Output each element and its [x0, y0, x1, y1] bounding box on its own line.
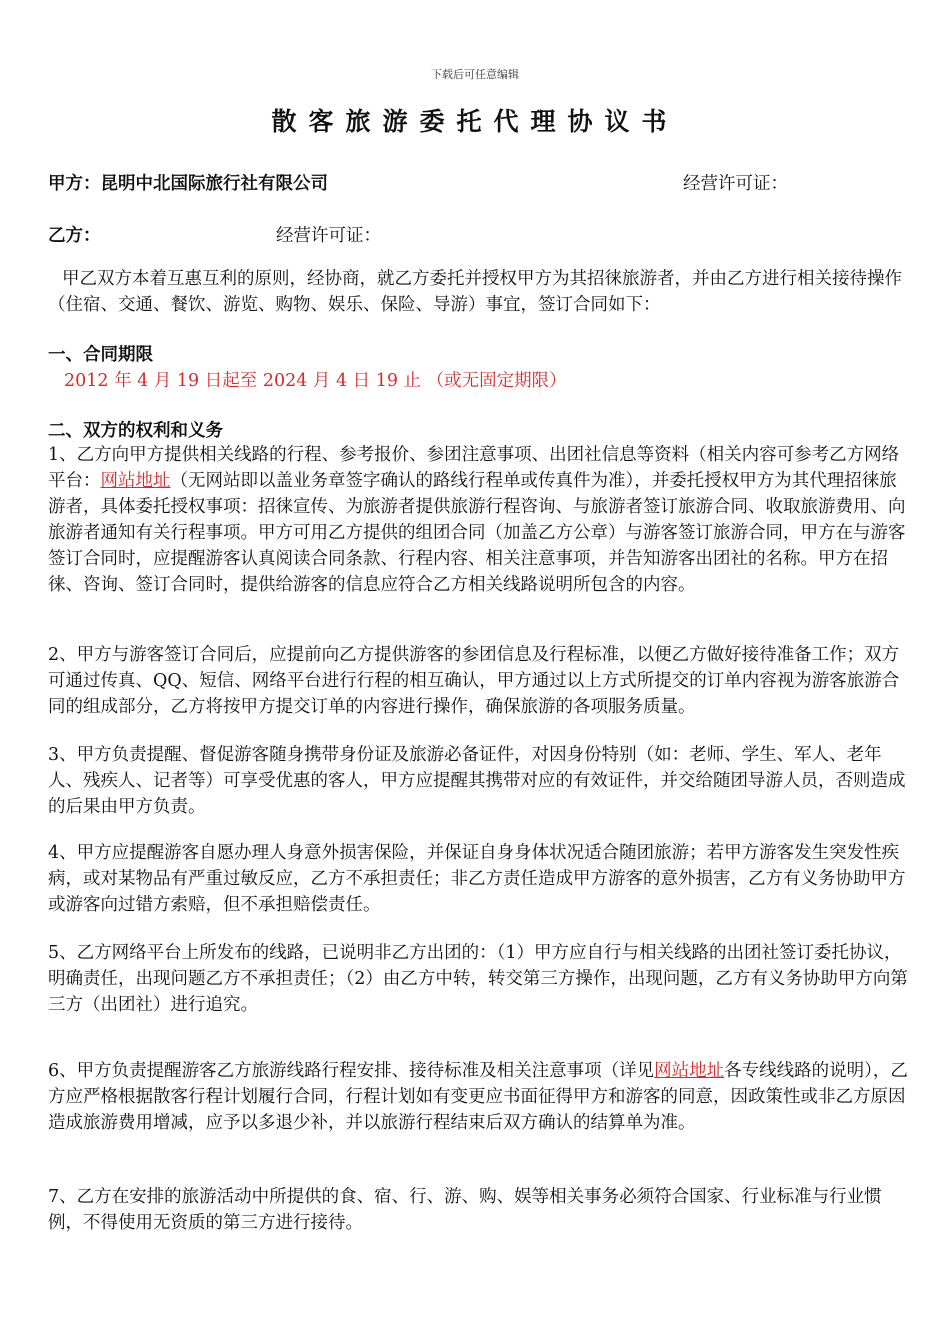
- website-link[interactable]: 网站地址: [654, 1061, 725, 1081]
- party-b-label: 乙方：: [48, 226, 101, 246]
- party-a-license-label: 经营许可证：: [683, 174, 788, 194]
- clause-6-text-after: 各专线线路的说明），乙方应严格根据散客行程计划履行合同，行程计划如有变更应书面征得甲方和游客的同意，因政策性或非乙方原因造成旅游费用增减，应予以多退少补，并以旅游行程结束后双方确认的结算单为准。: [48, 1061, 908, 1133]
- clause-7: 7、乙方在安排的旅游活动中所提供的食、宿、行、游、购、娱等相关事务必须符合国家、行业标准与行业惯例，不得使用无资质的第三方进行接待。: [48, 1187, 882, 1233]
- party-b-license-label: 经营许可证：: [276, 226, 381, 246]
- header-note: 下载后可任意编辑: [431, 68, 519, 81]
- website-link[interactable]: 网站地址: [100, 471, 171, 491]
- intro-paragraph: 甲乙双方本着互惠互利的原则，经协商，就乙方委托并授权甲方为其招徕旅游者，并由乙方进行相关接待操作（住宿、交通、餐饮、游览、购物、娱乐、保险、导游）事宜，签订合同如下：: [48, 269, 902, 315]
- section2-heading: 二、双方的权利和义务: [48, 421, 223, 441]
- clause-3: 3、甲方负责提醒、督促游客随身携带身份证及旅游必备证件，对因身份特别（如：老师、学生、军人、老年人、残疾人、记者等）可享受优惠的客人，甲方应提醒其携带对应的有效证件，并交给随团导游人员，否则造成的后果由甲方负责。: [48, 745, 906, 817]
- clause-1: [48, 442, 908, 598]
- document-title: 散客旅游委托代理协议书: [271, 107, 679, 136]
- clause-1-text-after: （无网站即以盖业务章签字确认的路线行程单或传真件为准），并委托授权甲方为其代理招徕旅游者，具体委托授权事项：招徕宣传、为旅游者提供旅游行程咨询、与旅游者签订旅游合同、收取旅游费用、向旅游者通知有关行程事项。甲方可用乙方提供的组团合同（加盖乙方公章）与游客签订旅游合同，甲方在与游客签订合同时，应提醒游客认真阅读合同条款、行程内容、相关注意事项，并告知游客出团社的名称。甲方在招徕、咨询、签订合同时，提供给游客的信息应符合乙方相关线路说明所包含的内容。: [48, 471, 906, 595]
- section1-heading: 一、合同期限: [48, 345, 153, 365]
- party-a-label: 甲方：昆明中北国际旅行社有限公司: [48, 174, 328, 194]
- clause-2: 2、甲方与游客签订合同后，应提前向乙方提供游客的参团信息及行程标准，以便乙方做好接待准备工作；双方可通过传真、QQ、短信、网络平台进行行程的相互确认，甲方通过以上方式所提交的订单内容视为游客旅游合同的组成部分，乙方将按甲方提交订单的内容进行操作，确保旅游的各项服务质量。: [48, 645, 900, 717]
- clause-6-text-before: 6、甲方负责提醒游客乙方旅游线路行程安排、接待标准及相关注意事项（详见: [48, 1061, 655, 1081]
- clause-1-text-before: 1、乙方向甲方提供相关线路的行程、参考报价、参团注意事项、出团社信息等资料（相关内容可参考乙方网络平台：: [48, 445, 900, 491]
- clause-5: 5、乙方网络平台上所发布的线路，已说明非乙方出团的：（1）甲方应自行与相关线路的出团社签订委托协议，明确责任，出现问题乙方不承担责任；（2）由乙方中转，转交第三方操作，出现问题，乙方有义务协助甲方向第三方（出团社）进行追究。: [48, 943, 908, 1015]
- contract-term: 2012 年 4 月 19 日起至 2024 月 4 日 19 止 （或无固定期限）: [64, 371, 567, 391]
- clause-4: 4、甲方应提醒游客自愿办理人身意外损害保险，并保证自身身体状况适合随团旅游；若甲方游客发生突发性疾病，或对某物品有严重过敏反应，乙方不承担责任；非乙方责任造成甲方游客的意外损害，乙方有义务协助甲方或游客向过错方索赔，但不承担赔偿责任。: [48, 843, 906, 915]
- clause-6: [48, 1058, 908, 1136]
